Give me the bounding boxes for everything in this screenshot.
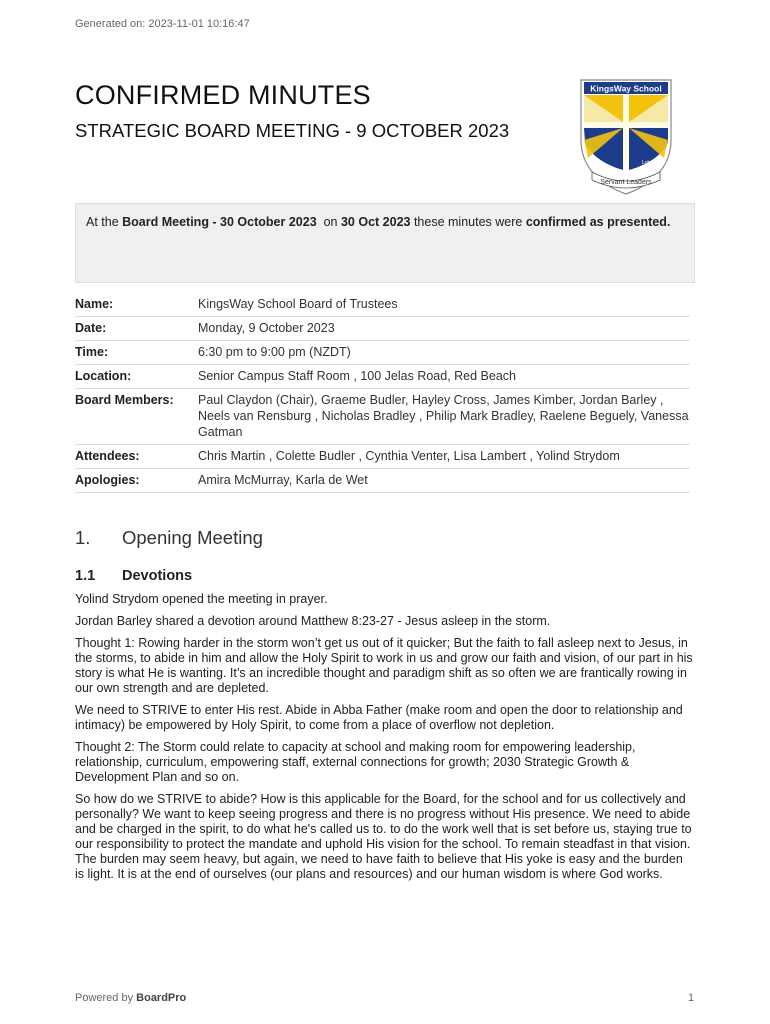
confirmation-mid: on — [316, 215, 341, 229]
detail-value: 6:30 pm to 9:00 pm (NZDT) — [198, 341, 690, 365]
boardpro-brand[interactable]: BoardPro — [136, 992, 187, 1004]
detail-value: Monday, 9 October 2023 — [198, 317, 690, 341]
detail-value: Amira McMurray, Karla de Wet — [198, 469, 690, 493]
subsection-title: Devotions — [122, 568, 193, 584]
detail-value: Chris Martin , Colette Budler , Cynthia Venter, Lisa Lambert , Yolind Strydom — [198, 445, 690, 469]
powered-by-footer — [75, 992, 186, 1004]
subsection-heading-devotions — [75, 568, 192, 584]
subsection-number: 1.1 — [75, 568, 96, 584]
confirmation-date: 30 Oct 2023 — [340, 215, 411, 229]
generated-timestamp: Generated on: 2023-11-01 10:16:47 — [75, 18, 250, 30]
detail-row-date — [75, 317, 690, 341]
detail-value: KingsWay School Board of Trustees — [198, 293, 690, 317]
crest-verse: Luke 2:52 — [642, 160, 664, 166]
detail-value: Paul Claydon (Chair), Graeme Budler, Hayley Cross, James Kimber, Jordan Barley , Neels van Rensburg , Nicholas Bradley , Philip Mark Bradley, Raelene Beguely, Vanessa Gatman — [198, 389, 690, 445]
section-heading-opening-meeting — [75, 527, 263, 549]
detail-row-apologies — [75, 469, 690, 493]
detail-value: Senior Campus Staff Room , 100 Jelas Road, Red Beach — [198, 365, 690, 389]
paragraph: Jordan Barley shared a devotion around Matthew 8:23-27 - Jesus asleep in the storm. — [75, 614, 551, 628]
page-number: 1 — [688, 992, 695, 1004]
svg-text:KingsWay School: KingsWay School — [590, 83, 662, 94]
detail-label: Board Members: — [75, 389, 198, 445]
detail-label: Apologies: — [75, 469, 198, 493]
meeting-details-table — [75, 293, 690, 493]
detail-label: Date: — [75, 317, 198, 341]
detail-row-board-members — [75, 389, 690, 445]
section-title: Opening Meeting — [122, 527, 263, 548]
devotions-body — [75, 592, 695, 889]
confirmation-status: confirmed as presented. — [525, 215, 671, 229]
paragraph: Thought 2: The Storm could relate to capacity at school and making room for empowering leadership, relationship, curriculum, empowering staff, external connections for growth; 2030 Strategic Growth & Development Plan and so on. — [75, 740, 636, 784]
paragraph: So how do we STRIVE to abide? How is this applicable for the Board, for the school and for us collectively and personally? We want to keep seeing progress and there is no progress without His presence. We need to abide and be charged in the spirit, to do what he's called us to. to do the work well that is set before us, staying true to our responsibility to protect the mandate and uphold His vision for the school. To remain steadfast in that vision. The burden may seem heavy, but again, we need to have faith to believe that His yoke is easy and the burden is light. It is at the end of ourselves (our plans and resources) and our human wisdom is where God works. — [75, 792, 692, 881]
detail-label: Name: — [75, 293, 198, 317]
paragraph: Yolind Strydom opened the meeting in prayer. — [75, 592, 328, 606]
detail-row-time — [75, 341, 690, 365]
confirmation-post: these minutes were — [410, 215, 526, 229]
detail-row-attendees — [75, 445, 690, 469]
detail-label: Attendees: — [75, 445, 198, 469]
confirmation-notice — [75, 203, 695, 283]
detail-row-location — [75, 365, 690, 389]
page-title: CONFIRMED MINUTES — [75, 80, 371, 110]
school-crest-logo — [578, 78, 674, 196]
crest-motto: Servant Leaders — [600, 179, 652, 186]
detail-label: Location: — [75, 365, 198, 389]
powered-prefix: Powered by — [75, 992, 137, 1004]
paragraph: We need to STRIVE to enter His rest. Abide in Abba Father (make room and open the door to relationship and intimacy) be empowered by Holy Spirit, to come from a place of overflow not depletion. — [75, 703, 683, 732]
confirmation-meeting: Board Meeting - 30 October 2023 — [122, 215, 317, 229]
detail-row-name — [75, 293, 690, 317]
paragraph: Thought 1: Rowing harder in the storm won’t get us out of it quicker; But the faith to fall asleep next to Jesus, in the storms, to abide in him and allow the Holy Spirit to work in us and grow our faith and vision, of our part in his story is what He is wanting. It’s an incredible thought and paradigm shift as so often we are frantically rowing in our own strength and are depleted. — [75, 636, 693, 695]
page-subtitle: STRATEGIC BOARD MEETING - 9 OCTOBER 2023 — [75, 120, 510, 141]
section-number: 1. — [75, 527, 91, 548]
confirmation-pre: At the — [86, 215, 123, 229]
detail-label: Time: — [75, 341, 198, 365]
